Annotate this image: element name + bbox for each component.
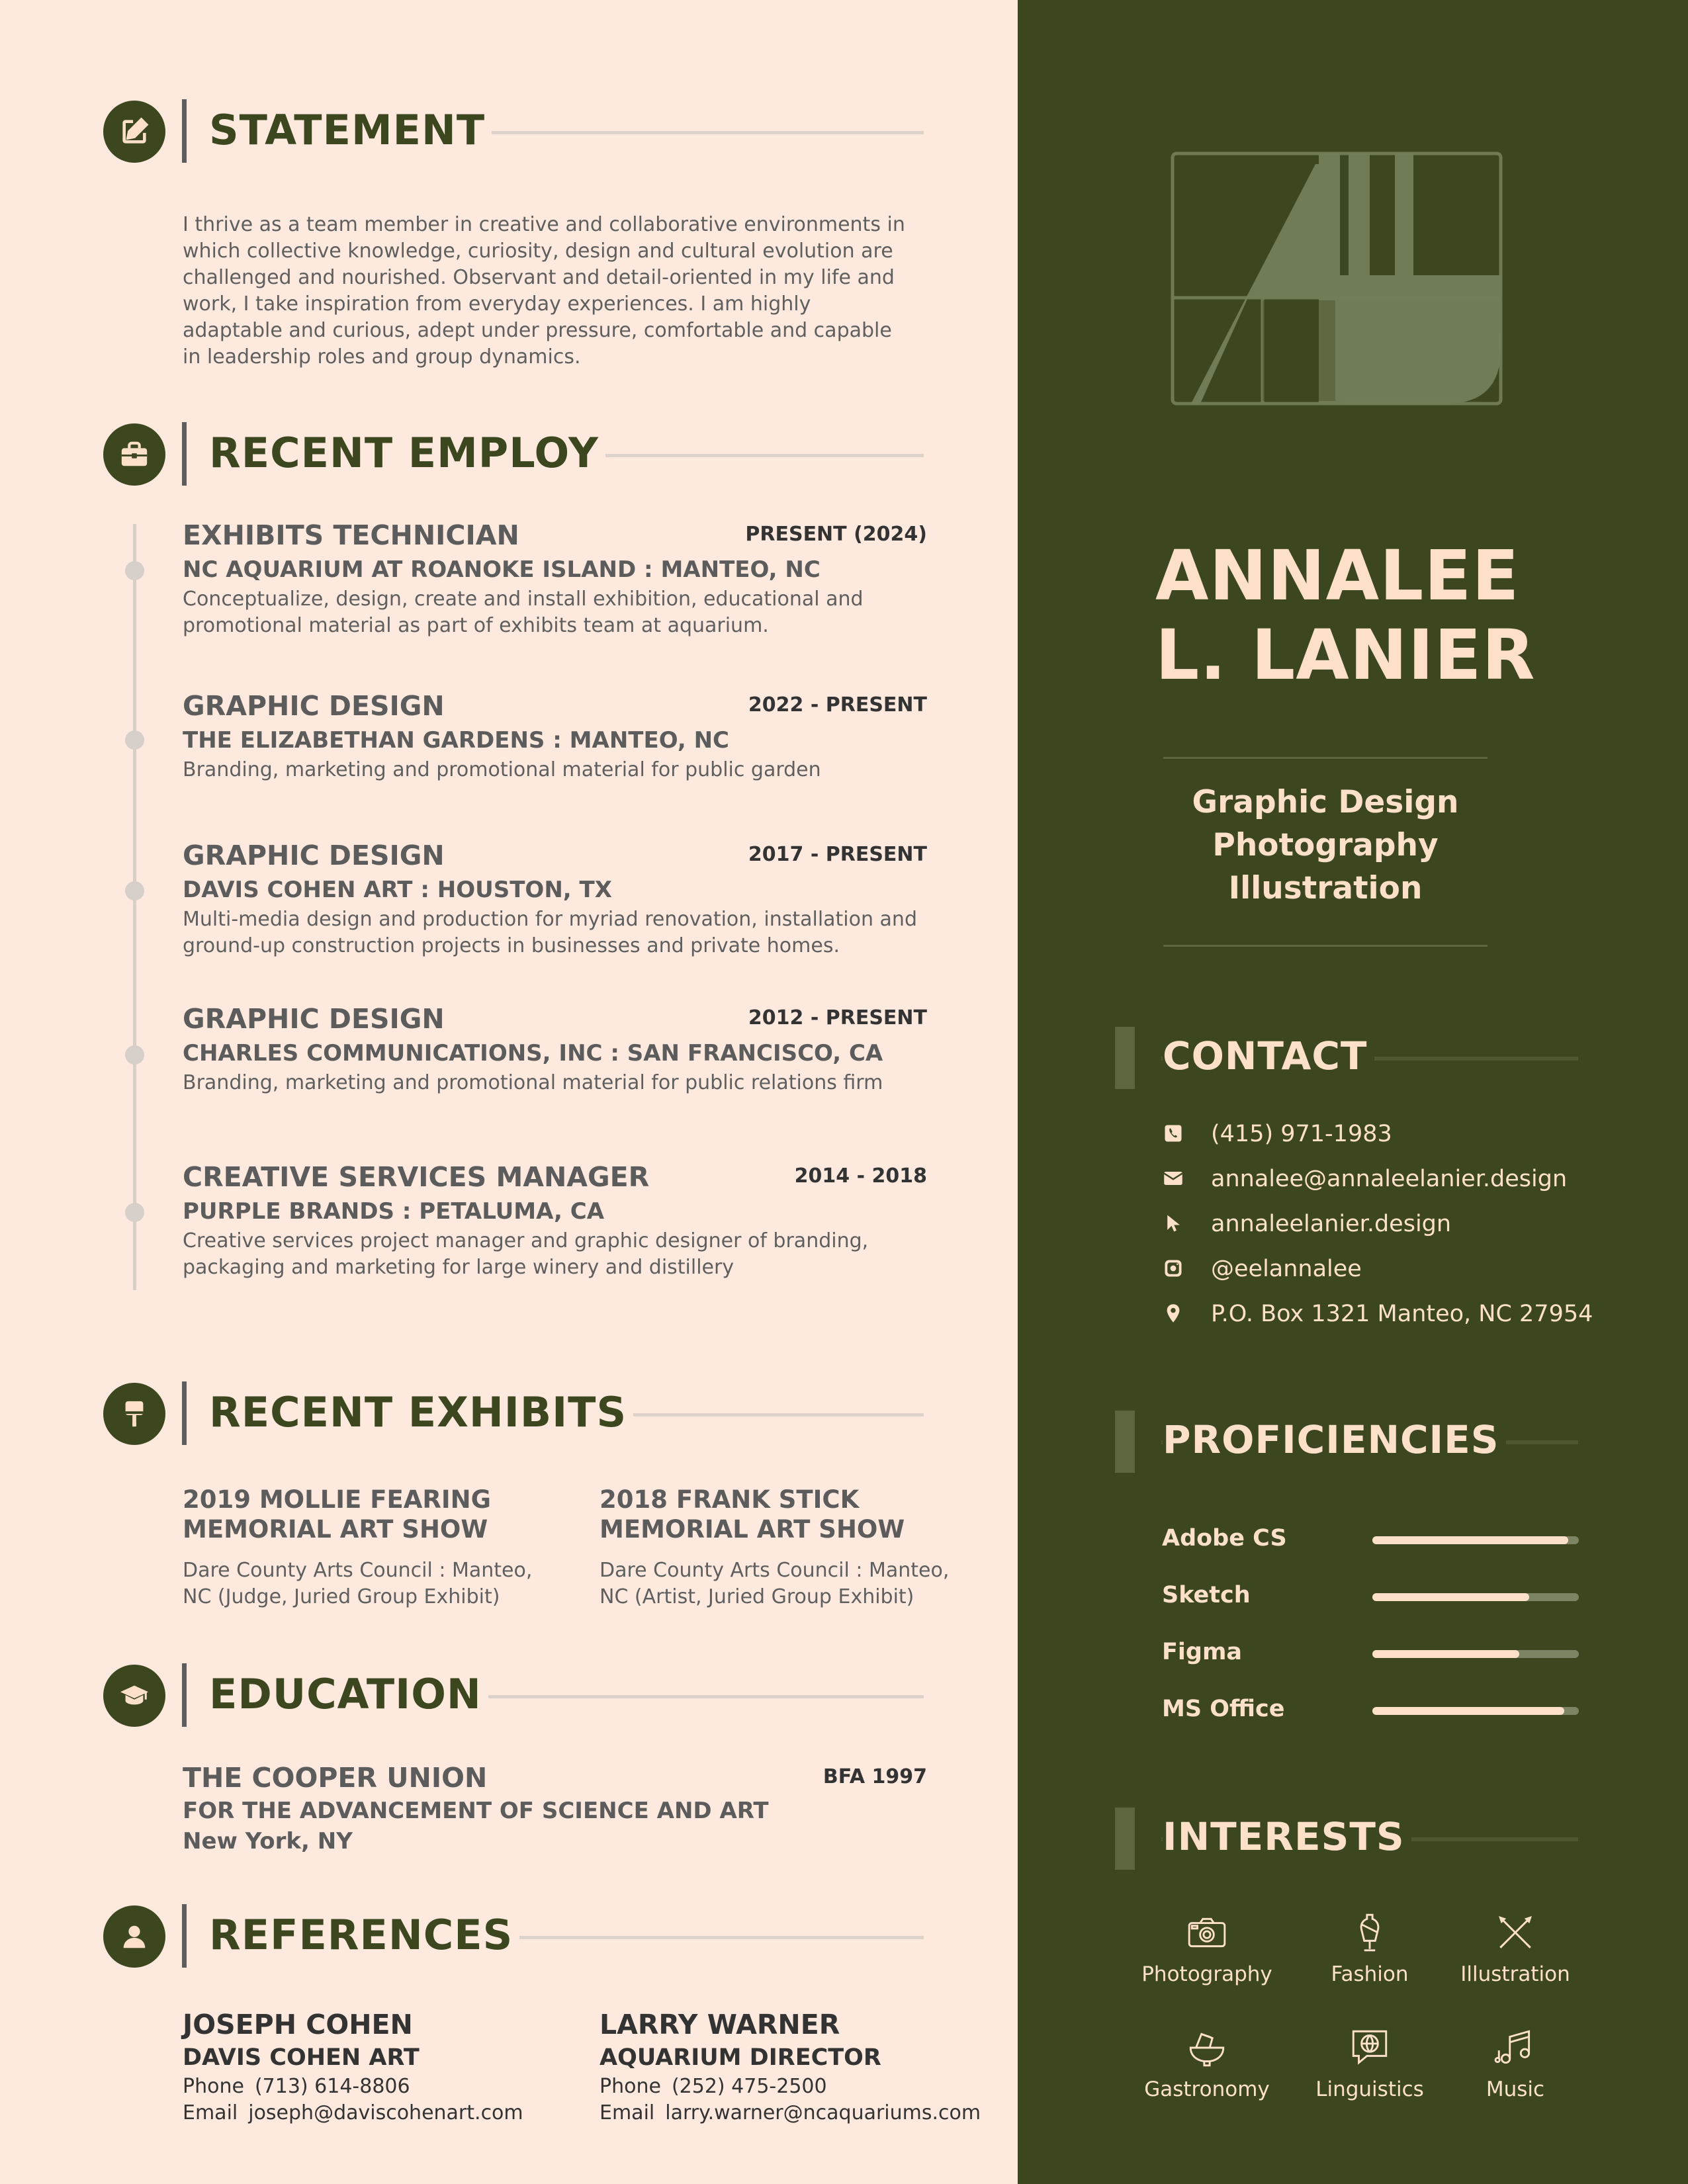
exhibit-desc: Dare County Arts Council : Manteo, NC (Judge, Juried Group Exhibit) <box>183 1559 533 1608</box>
email-label: Email <box>183 2101 238 2124</box>
proficiency-bar <box>1372 1650 1579 1658</box>
divider <box>1163 757 1488 759</box>
job-entry <box>183 1001 927 1096</box>
exhibits-title: RECENT EXHIBITS <box>209 1388 633 1436</box>
contact-website[interactable]: annaleelanier.design <box>1163 1208 1613 1241</box>
reference-org: DAVIS COHEN ART <box>183 2044 420 2071</box>
job-desc: Branding, marketing and promotional material for public garden <box>183 758 821 781</box>
timeline <box>133 524 136 1290</box>
person-icon <box>103 1905 165 1968</box>
proficiency-label: Adobe CS <box>1162 1525 1287 1551</box>
timeline-dot <box>125 1045 144 1065</box>
timeline-dot <box>125 561 144 580</box>
cursor-icon <box>1163 1213 1183 1233</box>
interests-title: INTERESTS <box>1163 1814 1411 1859</box>
job-date: 2014 - 2018 <box>794 1164 927 1188</box>
interest-gastronomy: Gastronomy <box>1128 2026 1286 2101</box>
exhibit-title: 2018 FRANK STICK MEMORIAL ART SHOW <box>600 1485 905 1544</box>
exhibit-entry <box>600 1485 983 1610</box>
reference-email[interactable]: larry.warner@ncaquariums.com <box>665 2101 981 2124</box>
proficiency-row <box>1162 1636 1579 1669</box>
statement-text: I thrive as a team member in creative and collaborative environments in which collective knowledge, curiosity, design and cultural evolution are challenged and nourished. Observant and detail-oriented in my life and work, I take inspiration from everyday experiences. I am highly adaptable and curious, adept under pressure, comfortable and capable in leadership roles and group dynamics. <box>183 213 905 369</box>
job-title: EXHIBITS TECHNICIAN <box>183 519 519 551</box>
proficiencies-title: PROFICIENCIES <box>1163 1417 1506 1462</box>
job-entry <box>183 1159 927 1281</box>
speech-globe-icon <box>1348 2026 1392 2070</box>
envelope-icon <box>1163 1168 1183 1188</box>
email-label: Email <box>600 2101 655 2124</box>
divider <box>1163 945 1488 947</box>
job-desc: Branding, marketing and promotional material for public relations firm <box>183 1071 883 1094</box>
education-entry <box>183 1760 927 1856</box>
proficiency-label: MS Office <box>1162 1696 1285 1722</box>
reference-entry <box>600 2007 1023 2126</box>
job-org: DAVIS COHEN ART : HOUSTON, TX <box>183 877 612 903</box>
reference-name: JOSEPH COHEN <box>183 2009 413 2040</box>
job-entry <box>183 688 927 783</box>
job-org: THE ELIZABETHAN GARDENS : MANTEO, NC <box>183 727 730 754</box>
interest-illustration: Illustration <box>1436 1911 1595 1986</box>
contact-email[interactable]: annalee@annaleelanier.design <box>1163 1163 1613 1196</box>
interest-fashion: Fashion <box>1290 1911 1449 1986</box>
skill-item: Graphic Design <box>1192 784 1459 820</box>
job-title: GRAPHIC DESIGN <box>183 690 445 722</box>
job-entry <box>183 838 927 959</box>
interests-section-header <box>1115 1808 1578 1870</box>
job-org: CHARLES COMMUNICATIONS, INC : SAN FRANCISCO, CA <box>183 1040 883 1067</box>
instagram-icon <box>1163 1258 1183 1278</box>
interest-photography: Photography <box>1128 1911 1286 1986</box>
job-date: PRESENT (2024) <box>745 523 927 546</box>
education-title: EDUCATION <box>209 1670 488 1718</box>
dress-form-icon <box>1348 1911 1392 1954</box>
reference-phone[interactable]: (713) 614-8806 <box>254 2075 410 2098</box>
pencils-icon <box>1493 1911 1537 1954</box>
reference-name: LARRY WARNER <box>600 2009 840 2040</box>
statement-section-header <box>103 99 924 165</box>
skill-item: Photography <box>1212 827 1439 863</box>
timeline-dot <box>125 881 144 900</box>
job-desc: Creative services project manager and graphic designer of branding, packaging and marketing for large winery and distillery <box>183 1229 869 1279</box>
contact-instagram[interactable]: @eelannalee <box>1163 1253 1613 1286</box>
job-date: 2022 - PRESENT <box>748 693 927 717</box>
food-bowl-icon <box>1185 2026 1229 2070</box>
job-title: CREATIVE SERVICES MANAGER <box>183 1161 650 1193</box>
statement-title: STATEMENT <box>209 106 492 154</box>
reference-entry <box>183 2007 606 2126</box>
easel-icon <box>103 1383 165 1445</box>
phone-label: Phone <box>183 2075 244 2098</box>
exhibit-entry <box>183 1485 566 1610</box>
briefcase-icon <box>103 423 165 486</box>
proficiency-bar <box>1372 1707 1579 1715</box>
proficiency-bar <box>1372 1593 1579 1601</box>
candidate-name: ANNALEE L. LANIER <box>1155 535 1536 695</box>
degree-date: BFA 1997 <box>822 1765 927 1788</box>
exhibits-section-header <box>103 1381 924 1448</box>
exhibit-desc: Dare County Arts Council : Manteo, NC (Artist, Juried Group Exhibit) <box>600 1559 950 1608</box>
contact-section-header <box>1115 1027 1578 1089</box>
skill-item: Illustration <box>1228 870 1423 906</box>
employ-section-header <box>103 422 924 488</box>
education-section-header <box>103 1663 924 1729</box>
reference-org: AQUARIUM DIRECTOR <box>600 2044 881 2071</box>
monogram-logo <box>1170 151 1503 406</box>
phone-icon <box>1163 1123 1183 1143</box>
job-date: 2017 - PRESENT <box>748 843 927 866</box>
timeline-dot <box>125 730 144 750</box>
job-title: GRAPHIC DESIGN <box>183 840 445 871</box>
reference-email[interactable]: joseph@daviscohenart.com <box>248 2101 523 2124</box>
proficiency-row <box>1162 1692 1579 1725</box>
proficiencies-section-header <box>1115 1411 1578 1473</box>
skill-list <box>1163 781 1488 910</box>
proficiency-bar <box>1372 1536 1579 1544</box>
job-date: 2012 - PRESENT <box>748 1006 927 1029</box>
graduation-cap-icon <box>103 1665 165 1727</box>
exhibit-title: 2019 MOLLIE FEARING MEMORIAL ART SHOW <box>183 1485 491 1544</box>
job-desc: Multi-media design and production for myriad renovation, installation and ground-up construction projects in businesses and private homes. <box>183 908 917 957</box>
school-location: New York, NY <box>183 1828 353 1855</box>
contact-phone[interactable]: (415) 971-1983 <box>1163 1118 1613 1151</box>
phone-label: Phone <box>600 2075 661 2098</box>
job-title: GRAPHIC DESIGN <box>183 1003 445 1035</box>
proficiency-label: Figma <box>1162 1639 1243 1665</box>
references-section-header <box>103 1904 924 1970</box>
proficiency-row <box>1162 1579 1579 1612</box>
interest-music: Music <box>1436 2026 1595 2101</box>
contact-title: CONTACT <box>1163 1033 1374 1078</box>
proficiency-label: Sketch <box>1162 1582 1251 1608</box>
school-subtitle: FOR THE ADVANCEMENT OF SCIENCE AND ART <box>183 1798 769 1824</box>
job-entry <box>183 517 927 639</box>
references-title: REFERENCES <box>209 1911 519 1959</box>
map-pin-icon <box>1163 1303 1183 1323</box>
timeline-dot <box>125 1203 144 1222</box>
proficiency-row <box>1162 1522 1579 1555</box>
job-desc: Conceptualize, design, create and install exhibition, educational and promotional material as part of exhibits team at aquarium. <box>183 588 864 637</box>
job-org: NC AQUARIUM AT ROANOKE ISLAND : MANTEO, NC <box>183 556 821 583</box>
school-name: THE COOPER UNION <box>183 1762 488 1794</box>
edit-icon <box>103 101 165 163</box>
camera-icon <box>1185 1911 1229 1954</box>
reference-phone[interactable]: (252) 475-2500 <box>671 2075 827 2098</box>
interest-linguistics: Linguistics <box>1290 2026 1449 2101</box>
employ-title: RECENT EMPLOY <box>209 429 605 477</box>
job-org: PURPLE BRANDS : PETALUMA, CA <box>183 1198 605 1225</box>
music-notes-icon <box>1493 2026 1537 2070</box>
contact-address: P.O. Box 1321 Manteo, NC 27954 <box>1163 1298 1613 1331</box>
